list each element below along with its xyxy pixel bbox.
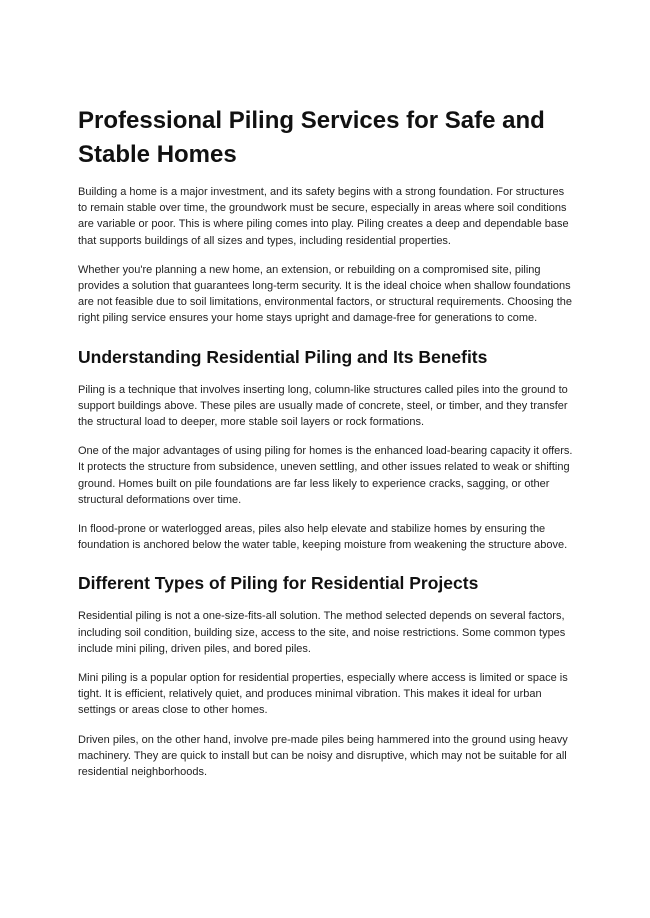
intro-paragraph: Whether you're planning a new home, an extension, or rebuilding on a compromised site, piling provides a solution that guarantees long-term security. It is the ideal choice when shallow foundations are not feasible due to soil limitations, environmental factors, or structural requirements. Choosing the right piling service ensures your home stays upright and damage-free for generations to come. (78, 263, 573, 325)
section-paragraph: Mini piling is a popular option for residential properties, especially where access is limited or space is tight. It is efficient, relatively quiet, and produces minimal vibration. This makes it ideal for urban settings or areas close to other homes. (78, 672, 568, 717)
section-paragraph: One of the major advantages of using piling for homes is the enhanced load-bearing capacity it offers. It protects the structure from subsidence, uneven settling, and other issues related to weak or shifting ground. Homes built on pile foundations are far less likely to experience cracks, sagging, or other structural deformations over time. (78, 445, 573, 506)
page-title: Professional Piling Services for Safe and Stable Homes (78, 107, 545, 168)
document-page (78, 104, 573, 793)
section-paragraph: Piling is a technique that involves inserting long, column-like structures called piles into the ground to support buildings above. These piles are usually made of concrete, steel, or timber, and they transfer the structural load to deeper, more stable soil layers or rock formations. (78, 383, 568, 429)
section-paragraph: Residential piling is not a one-size-fits-all solution. The method selected depends on several factors, including soil condition, building size, access to the site, and noise restrictions. Some common types include mini piling, driven piles, and bored piles. (78, 610, 566, 655)
section-heading-benefits: Understanding Residential Piling and Its Benefits (78, 346, 488, 367)
section-heading-types: Different Types of Piling for Residential Projects (78, 573, 479, 594)
section-paragraph: In flood-prone or waterlogged areas, piles also help elevate and stabilize homes by ensuring the foundation is anchored below the water table, keeping moisture from weakening the structure above. (78, 523, 568, 552)
intro-paragraph: Building a home is a major investment, and its safety begins with a strong foundation. For structures to remain stable over time, the groundwork must be secure, especially in areas where soil conditions are variable or poor. This is where piling comes into play. Piling creates a deep and dependable base that supports buildings of all sizes and types, including residential properties. (78, 186, 569, 247)
section-paragraph: Driven piles, on the other hand, involve pre-made piles being hammered into the ground using heavy machinery. They are quick to install but can be noisy and disruptive, which may not be suitable for all residential neighborhoods. (78, 733, 568, 779)
